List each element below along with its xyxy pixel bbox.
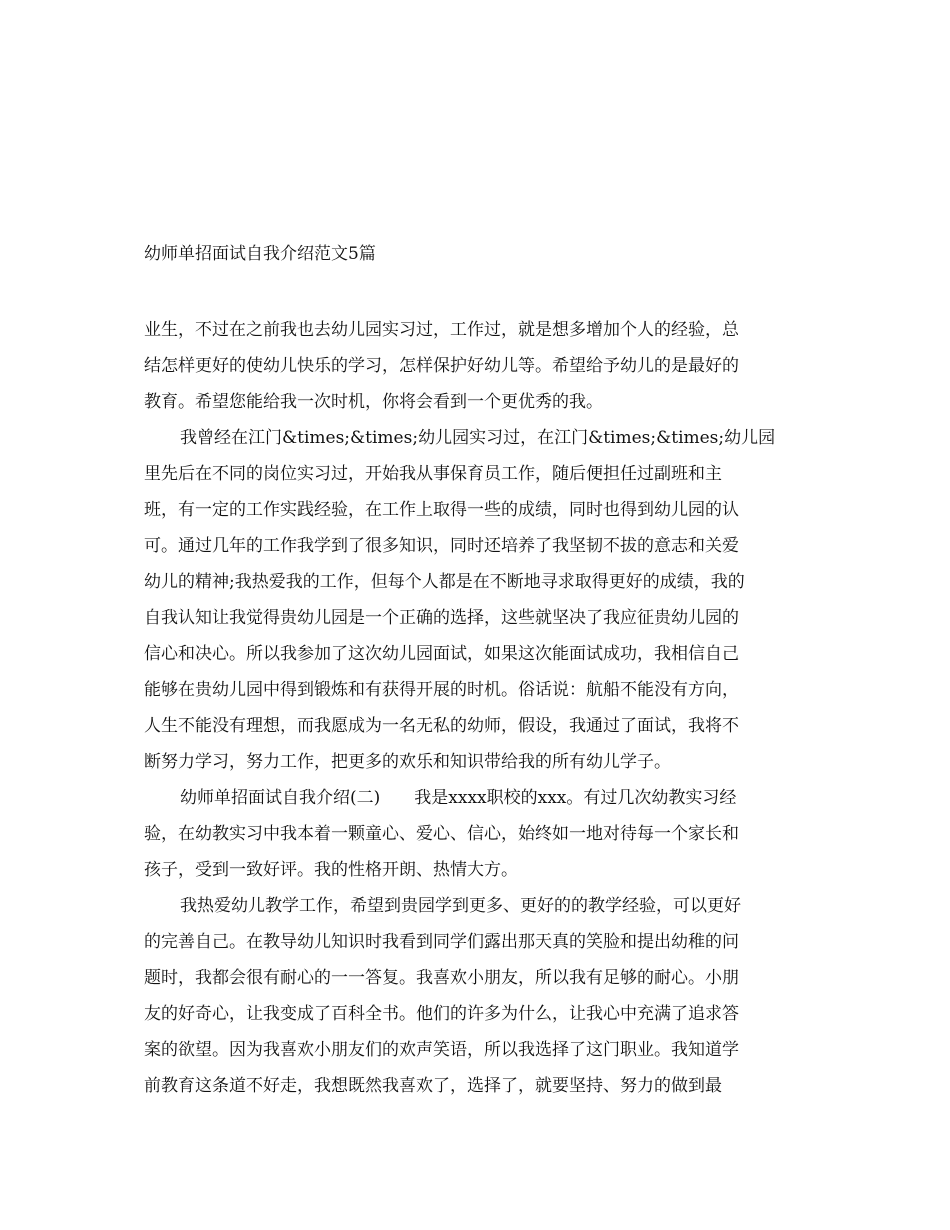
text-line: 自我认知让我觉得贵幼儿园是一个正确的选择，这些就坚决了我应征贵幼儿园的 <box>144 608 739 628</box>
text-line: 的完善自己。在教导幼儿知识时我看到同学们露出那天真的笑脸和提出幼稚的问 <box>144 932 739 952</box>
text-line: 能够在贵幼儿园中得到锻炼和有获得开展的时机。俗话说：航船不能没有方向， <box>144 680 739 700</box>
document-title: 幼师单招面试自我介绍范文5篇 <box>144 244 376 264</box>
text-line: 班，有一定的工作实践经验，在工作上取得一些的成绩，同时也得到幼儿园的认 <box>144 500 739 520</box>
text-line: 信心和决心。所以我参加了这次幼儿园面试，如果这次能面试成功，我相信自己 <box>144 644 739 664</box>
text-line: 孩子，受到一致好评。我的性格开朗、热情大方。 <box>144 860 518 880</box>
text-line: 教育。希望您能给我一次时机，你将会看到一个更优秀的我。 <box>144 392 603 412</box>
document-body <box>144 312 814 1104</box>
text-line: 前教育这条道不好走，我想既然我喜欢了，选择了，就要坚持、努力的做到最 <box>144 1076 722 1096</box>
text-line: 题时，我都会很有耐心的一一答复。我喜欢小朋友，所以我有足够的耐心。小朋 <box>144 968 739 988</box>
text-line: 业生，不过在之前我也去幼儿园实习过，工作过，就是想多增加个人的经验，总 <box>144 320 739 340</box>
paragraph-start-line: 我热爱幼儿教学工作，希望到贵园学到更多、更好的的教学经验，可以更好 <box>180 896 741 916</box>
text-line: 幼儿的精神;我热爱我的工作，但每个人都是在不断地寻求取得更好的成绩，我的 <box>144 572 745 592</box>
text-line: 断努力学习，努力工作，把更多的欢乐和知识带给我的所有幼儿学子。 <box>144 752 671 772</box>
paragraph-start-line: 我曾经在江门&times;&times;幼儿园实习过，在江门&times;&times;幼儿园 <box>180 428 776 448</box>
text-line: 人生不能没有理想，而我愿成为一名无私的幼师，假设，我通过了面试，我将不 <box>144 716 739 736</box>
paragraph-start-line: 幼师单招面试自我介绍(二) 我是xxxx职校的xxx。有过几次幼教实习经 <box>180 788 737 808</box>
text-line: 可。通过几年的工作我学到了很多知识，同时还培养了我坚韧不拔的意志和关爱 <box>144 536 739 556</box>
text-line: 验，在幼教实习中我本着一颗童心、爱心、信心，始终如一地对待每一个家长和 <box>144 824 739 844</box>
text-line: 友的好奇心，让我变成了百科全书。他们的许多为什么，让我心中充满了追求答 <box>144 1004 739 1024</box>
text-line: 结怎样更好的使幼儿快乐的学习，怎样保护好幼儿等。希望给予幼儿的是最好的 <box>144 356 739 376</box>
text-line: 里先后在不同的岗位实习过，开始我从事保育员工作，随后便担任过副班和主 <box>144 464 722 484</box>
text-line: 案的欲望。因为我喜欢小朋友们的欢声笑语，所以我选择了这门职业。我知道学 <box>144 1040 739 1060</box>
